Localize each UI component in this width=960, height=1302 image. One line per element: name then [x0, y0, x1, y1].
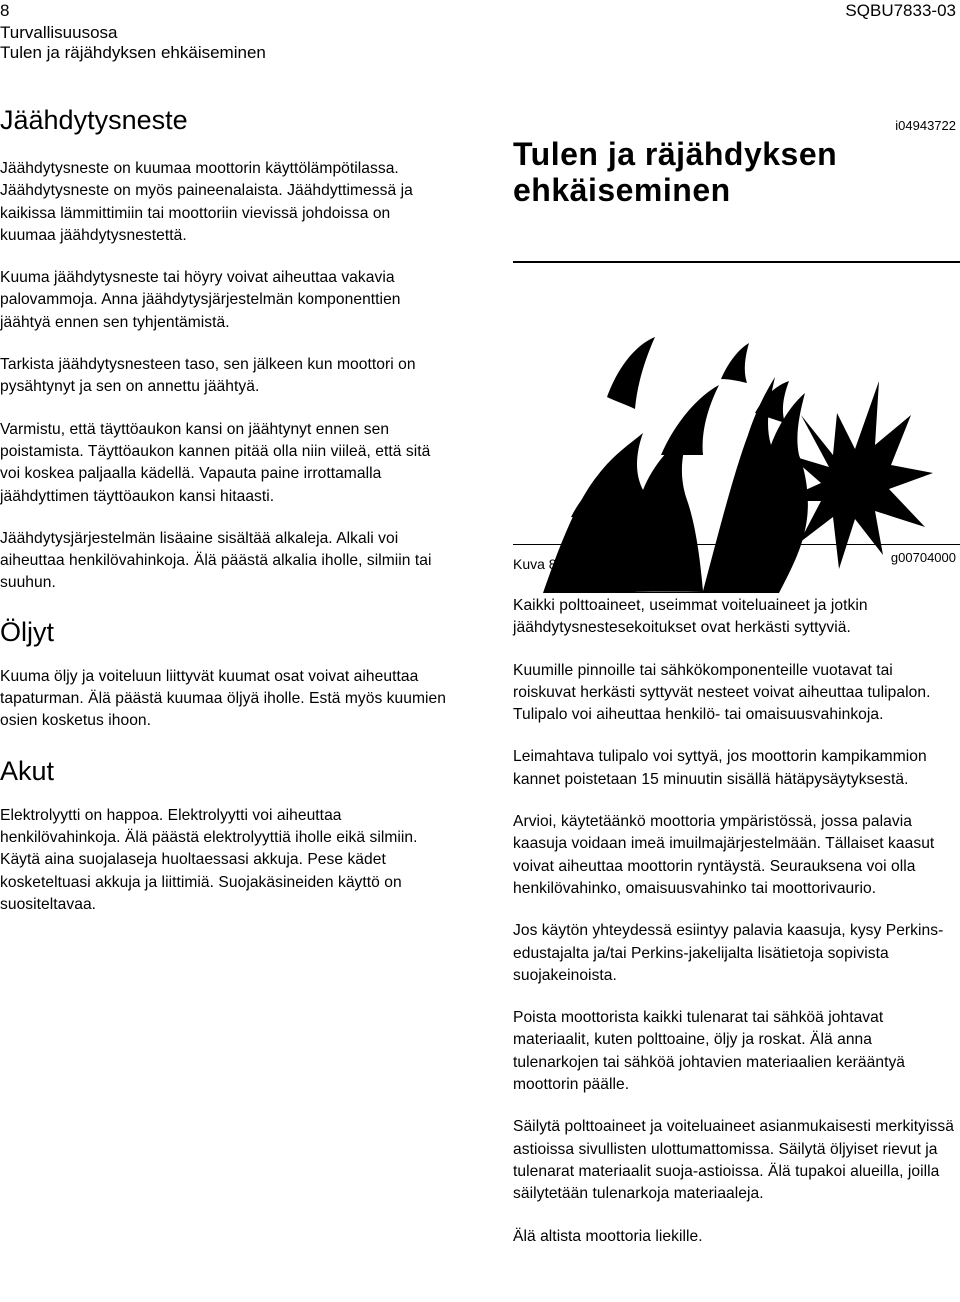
coolant-paragraph-4: Varmistu, että täyttöaukon kansi on jäähtynyt ennen sen poistamista. Täyttöaukon kannen pitää olla niin viileä, että sitä voi koskea paljaalla kädellä. Vapauta paine irrottamalla jäähdyttimen täyttöaukon kansi hitaasti.	[0, 420, 431, 505]
fire-paragraph-2: Kuumille pinnoille tai sähkökomponenteille vuotavat tai roiskuvat herkästi syttyvät nesteet voivat aiheuttaa tulipalon. Tulipalo voi aiheuttaa henkilö- tai omaisuusvahinkoja.	[513, 661, 931, 724]
oils-paragraph-1: Kuuma öljy ja voiteluun liittyvät kuumat osat voivat aiheuttaa tapaturman. Älä päästä kuumaa öljyä iholle. Estä myös kuumien osien kosketus ihoon.	[0, 667, 446, 730]
figure-image-id: i04943722	[895, 118, 956, 133]
coolant-paragraph-5: Jäähdytysjärjestelmän lisäaine sisältää alkaleja. Alkali voi aiheuttaa henkilövahinkoja. Älä päästä alkalia iholle, silmiin tai suuhun.	[0, 529, 432, 592]
figure-title: Tulen ja räjähdyksen ehkäiseminen	[513, 136, 838, 208]
batteries-heading: Akut	[0, 755, 55, 786]
flame-icon	[543, 337, 808, 593]
document-code: SQBU7833-03	[845, 1, 956, 20]
batteries-paragraph-1: Elektrolyytti on happoa. Elektrolyytti voi aiheuttaa henkilövahinkoja. Älä päästä elektrolyyttiä iholle eikä silmiin. Käytä aina suojalaseja huoltaessasi akkuja. Pese kädet kosketeltuasi akkuja ja liittimiä. Suojakäsineiden käyttö on suositeltavaa.	[0, 806, 418, 913]
page-number: 8	[0, 1, 10, 20]
graphic-id: g00704000	[890, 550, 956, 565]
fire-paragraph-1: Kaikki polttoaineet, useimmat voiteluaineet ja jotkin jäähdytysnestesekoitukset ovat herkästi syttyviä.	[513, 597, 868, 637]
coolant-paragraph-2: Kuuma jäähdytysneste tai höyry voivat aiheuttaa vakavia palovammoja. Anna jäähdytysjärjestelmän komponenttien jäähtyä ennen sen tyhjentämistä.	[0, 269, 401, 331]
right-text-block	[513, 595, 960, 1248]
fire-explosion-illustration	[543, 305, 933, 595]
left-column	[0, 104, 450, 916]
section-name: Turvallisuusosa	[0, 23, 118, 42]
fire-paragraph-6: Poista moottorista kaikki tulenarat tai sähköä johtavat materiaalit, kuten polttoaine, öljy ja roskat. Älä anna tulenarkojen tai sähköä johtavien materiaalien kerääntyä moottorin päälle.	[513, 1009, 906, 1094]
coolant-heading: Jäähdytysneste	[0, 105, 188, 135]
figure-top-rule	[513, 261, 960, 263]
oils-heading: Öljyt	[0, 616, 54, 647]
fire-paragraph-7: Säilytä polttoaineet ja voiteluaineet asianmukaisesti merkityissä astioissa sivullisten ulottumattomissa. Säilytä öljyiset rievut ja tulenarat materiaalit suoja-astioissa. Älä tupakoi alueilla, joilla säilytetään tulenarkoja materiaaleja.	[513, 1118, 954, 1203]
coolant-paragraph-1: Jäähdytysneste on kuumaa moottorin käyttölämpötilassa. Jäähdytysneste on myös paineenalaista. Jäähdyttimessä ja kaikissa lämmittimiin tai moottoriin vievissä johdoissa on kuumaa jäähdytysnestettä.	[0, 160, 413, 244]
caption-rule	[513, 544, 960, 545]
subsection-name: Tulen ja räjähdyksen ehkäiseminen	[0, 43, 266, 62]
fire-paragraph-3: Leimahtava tulipalo voi syttyä, jos moottorin kampikammion kannet poistetaan 15 minuutin sisällä hätäpysäytyksestä.	[513, 748, 927, 788]
fire-paragraph-5: Jos käytön yhteydessä esiintyy palavia kaasuja, kysy Perkins-edustajalta ja/tai Perkins-jakelijalta lisätietoja sopivista suojakeinoista.	[513, 922, 944, 984]
figure-caption: Kuva 8	[513, 556, 557, 572]
fire-paragraph-8: Älä altista moottoria liekille.	[513, 1227, 703, 1245]
fire-paragraph-4: Arvioi, käytetäänkö moottoria ympäristössä, jossa palavia kaasuja voidaan imeä imuilmajärjestelmään. Tällaiset kaasut voivat aiheuttaa moottorin ryntäystä. Seurauksena voi olla henkilövahinko, omaisuusvahinko tai moottorivaurio.	[513, 813, 935, 897]
coolant-paragraph-3: Tarkista jäähdytysnesteen taso, sen jälkeen kun moottori on pysähtynyt ja sen on annettu jäähtyä.	[0, 356, 416, 396]
